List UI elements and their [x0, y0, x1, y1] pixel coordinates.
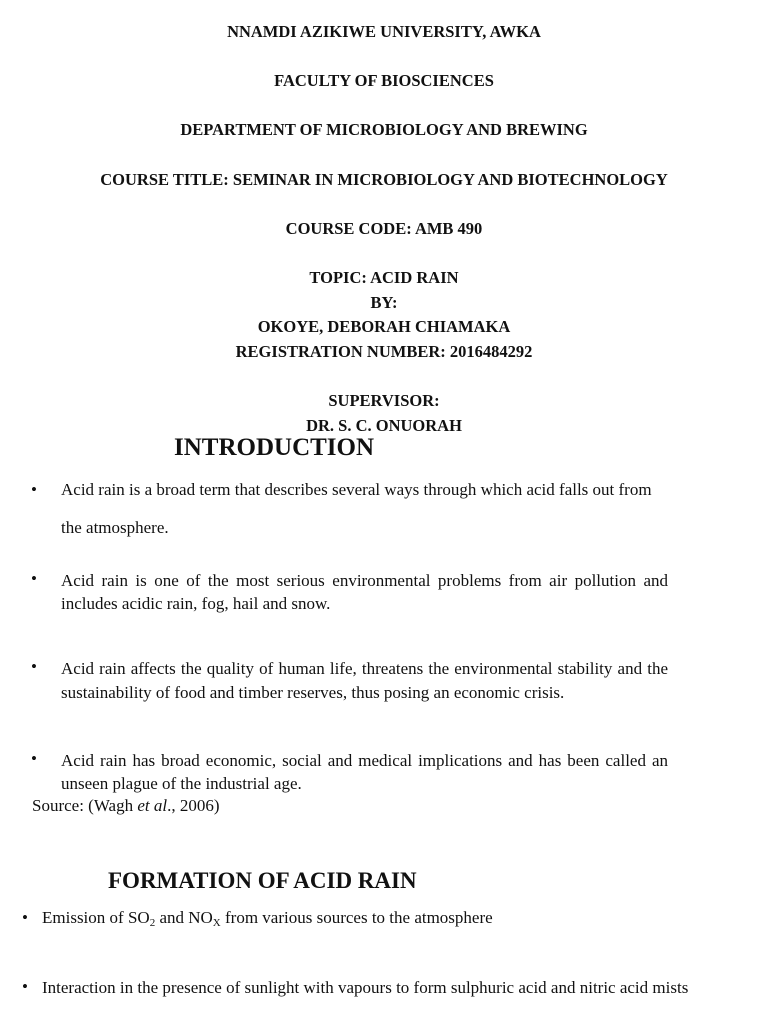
formation-text: Emission of SO: [42, 908, 150, 927]
faculty-name: FACULTY OF BIOSCIENCES: [274, 71, 494, 90]
formation-text: from various sources to the atmosphere: [220, 908, 493, 927]
intro-bullet-1: Acid rain is a broad term that describes several ways through which acid falls out from the atmosphere.: [61, 480, 652, 537]
intro-bullet-2: Acid rain is one of the most serious environmental problems from air pollution and includes acidic rain, fog, hail and snow.: [61, 571, 668, 613]
formation-bullet-2: Interaction in the presence of sunlight with vapours to form sulphuric acid and nitric acid mists: [42, 978, 689, 997]
bullet-icon: •: [31, 749, 37, 768]
source-suffix: ., 2006): [167, 796, 220, 815]
subscript: 2: [149, 917, 156, 929]
bullet-icon: •: [31, 480, 37, 499]
formation-heading: FORMATION OF ACID RAIN: [108, 868, 417, 893]
by-label: BY:: [370, 293, 398, 312]
source-italic: et al: [137, 796, 168, 815]
bullet-icon: •: [31, 657, 37, 676]
introduction-heading: INTRODUCTION: [174, 434, 375, 461]
bullet-icon: •: [31, 569, 37, 588]
course-title: COURSE TITLE: SEMINAR IN MICROBIOLOGY AND BIOTECHNOLOGY: [100, 170, 668, 189]
department-name: DEPARTMENT OF MICROBIOLOGY AND BREWING: [180, 120, 588, 139]
subscript: X: [212, 917, 221, 929]
supervisor-label: SUPERVISOR:: [328, 391, 440, 410]
formation-bullet-1: [42, 908, 493, 928]
intro-bullet-4: Acid rain has broad economic, social and medical implications and has been called an unseen plague of the industrial age.: [61, 751, 668, 793]
university-name: NNAMDI AZIKIWE UNIVERSITY, AWKA: [227, 22, 541, 41]
bullet-icon: •: [22, 908, 28, 927]
formation-text: and NO: [155, 908, 213, 927]
author-name: OKOYE, DEBORAH CHIAMAKA: [257, 317, 511, 336]
supervisor-name: DR. S. C. ONUORAH: [306, 416, 462, 435]
course-code: COURSE CODE: AMB 490: [285, 219, 483, 238]
intro-bullet-3: Acid rain affects the quality of human life, threatens the environmental stability and the sustainability of food and timber reserves, thus posing an economic crisis.: [61, 659, 668, 702]
registration-number: REGISTRATION NUMBER: 2016484292: [235, 342, 533, 361]
bullet-icon: •: [22, 977, 28, 996]
topic: TOPIC: ACID RAIN: [309, 268, 459, 287]
source-citation: [32, 796, 220, 816]
source-prefix: Source: (Wagh: [32, 796, 138, 815]
